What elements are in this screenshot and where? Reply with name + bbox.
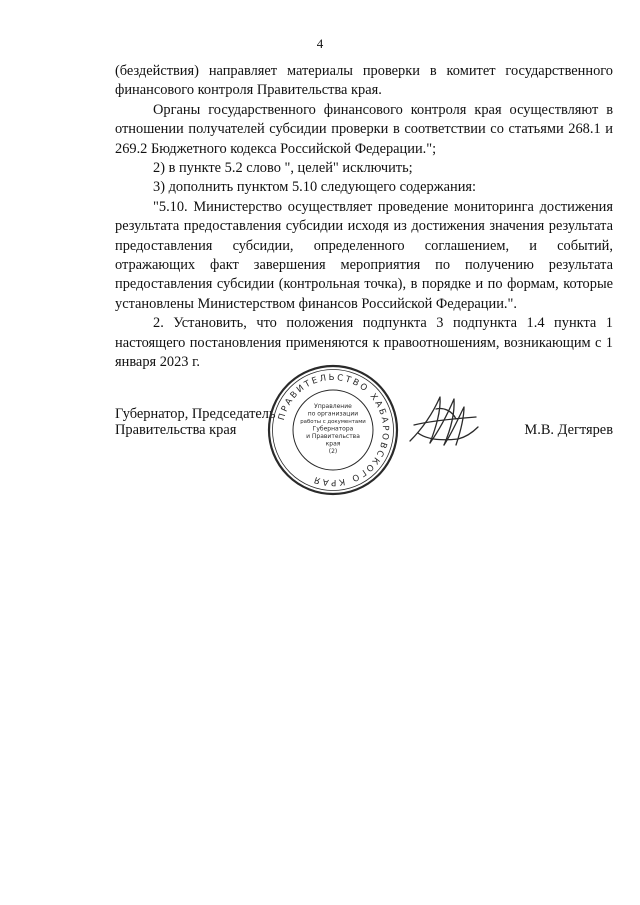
official-seal	[265, 362, 401, 498]
signatory-name: М.В. Дегтярев	[524, 422, 613, 438]
seal-line-3: работы с документами	[300, 419, 366, 425]
page-number: 4	[316, 36, 324, 51]
signature-block	[115, 372, 613, 488]
signatory-title	[115, 407, 276, 438]
seal-ring-text: ПРАВИТЕЛЬСТВО ХАБАРОВСКОГО КРАЯ	[276, 372, 391, 488]
paragraph-5: "5.10. Министерство осуществляет проведение мониторинга достижения результата предоставления субсидии исходя из достижения значения результата предоставления субсидии, определенного соглашением, и событий, отражающих факт завершения мероприятия по получению результата предоставления субсидии (контрольная точка), в порядке и по формам, которые установлены Министерством финансов Российской Федерации.".	[115, 198, 613, 312]
handwritten-signature-icon	[400, 389, 485, 454]
seal-line-2: по организации	[307, 410, 359, 418]
paragraph-6: 2. Установить, что положения подпункта 3 подпункта 1.4 пункта 1 настоящего постановления применяются к правоотношениям, возникающим с 1 января 2023 г.	[115, 315, 613, 371]
document-body	[115, 62, 613, 373]
paragraph-2: Органы государственного финансового контроля края осуществляют в отношении получателей субсидии проверки в соответствии со статьями 268.1 и 269.2 Бюджетного кодекса Российской Федерации.";	[115, 101, 613, 157]
seal-line-5: и Правительства	[306, 433, 360, 440]
paragraph-4: 3) дополнить пунктом 5.10 следующего содержания:	[153, 179, 477, 196]
paragraph-3: 2) в пункте 5.2 слово ", целей" исключить;	[153, 160, 413, 177]
seal-line-7: (2)	[328, 448, 338, 455]
seal-line-6: края	[325, 440, 341, 448]
seal-line-1: Управление	[314, 403, 352, 410]
signatory-title-line-2: Правительства края	[115, 421, 237, 438]
signatory-title-line-1: Губернатор, Председатель	[115, 406, 276, 422]
paragraph-1: (бездействия) направляет материалы проверки в комитет государственного финансового контроля Правительства края.	[115, 63, 613, 99]
seal-line-4: Губернатора	[312, 425, 354, 433]
